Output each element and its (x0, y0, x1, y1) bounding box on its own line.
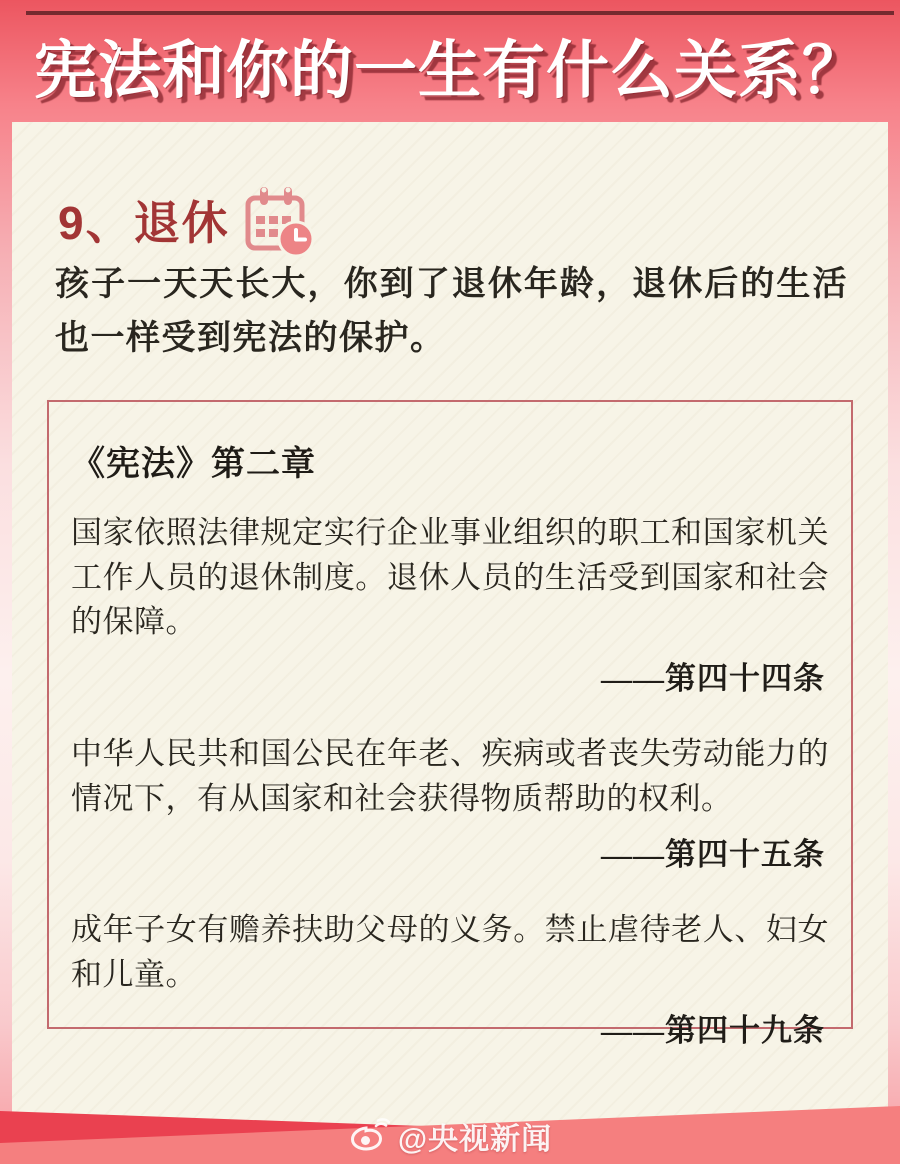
watermark-text: @央视新闻 (397, 1123, 553, 1156)
law-article-source: ——第四十五条 (601, 837, 825, 873)
section-title: 9、退休 (58, 197, 230, 249)
content-panel (12, 122, 888, 1164)
section-intro-text: 孩子一天天长大，你到了退休年龄，退休后的生活也一样受到宪法的保护。 (55, 266, 848, 358)
weibo-icon (348, 1118, 390, 1154)
header-accent-line (26, 11, 894, 15)
law-quote-box (47, 400, 853, 1049)
page-title: 宪法和你的一生有什么关系？ (34, 36, 866, 106)
law-article-text: 成年子女有赡养扶助父母的义务。禁止虐待老人、妇女和儿童。 (71, 912, 829, 992)
calendar-clock-icon (240, 184, 316, 260)
law-article-source: ——第四十九条 (601, 1013, 825, 1049)
section-header (58, 180, 316, 260)
law-article-text: 国家依照法律规定实行企业事业组织的职工和国家机关工作人员的退休制度。退休人员的生活受到国家和社会的保障。 (71, 515, 829, 640)
law-article-source: ——第四十四条 (601, 660, 825, 696)
watermark (0, 1114, 900, 1158)
law-box-title: 《宪法》第二章 (71, 446, 316, 483)
law-article-text: 中华人民共和国公民在年老、疾病或者丧失劳动能力的情况下，有从国家和社会获得物质帮助的权利。 (71, 735, 829, 816)
